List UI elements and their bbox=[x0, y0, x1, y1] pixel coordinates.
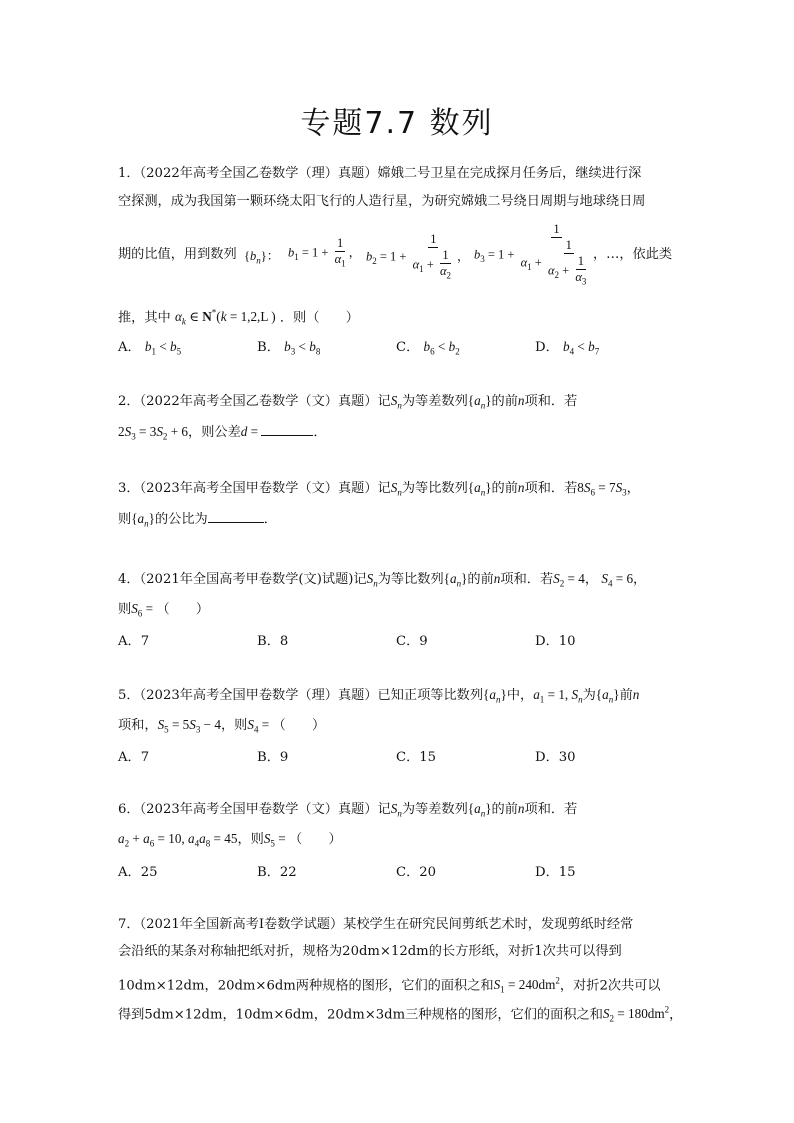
q7-S2: $S_2 = 180dm^2$ bbox=[602, 1005, 670, 1025]
q6-an: $\{a_n\}$ bbox=[467, 801, 492, 819]
q2-line2-c: ． bbox=[313, 425, 327, 440]
q1-condition: $\alpha_k$ ∈ N*(k = 1,2,L ) bbox=[174, 308, 276, 328]
q2-n: n bbox=[517, 393, 525, 408]
q6-line1-b: 为等差数列 bbox=[401, 802, 468, 817]
q5-n: n bbox=[632, 687, 640, 702]
q7-line3 bbox=[118, 972, 661, 999]
q3-line1-a: 3．（2023年高考全国甲卷数学（文）真题）记 bbox=[118, 481, 391, 496]
q1-option-b-expr: $b_3 < b_8$ bbox=[284, 339, 321, 357]
q4-line2-b: （ ） bbox=[156, 602, 210, 617]
q2-equation: $2S_3 = 3S_2 + 6$ bbox=[118, 424, 189, 442]
page-title: 专题7.7 数列 bbox=[300, 106, 494, 141]
q4-an: $\{a_n\}$ bbox=[443, 571, 468, 589]
q1-formula-b3: $b_3 = 1$ + 1 $\alpha_1$ + 1 $\alpha_2$ + $\frac{1}{\alpha_3}$ bbox=[474, 222, 587, 287]
q1-line4-end: ．则（ ） bbox=[279, 310, 359, 326]
q1-line4 bbox=[118, 304, 359, 331]
q1-option-d-label: D． bbox=[535, 340, 559, 355]
q6-line2-c: （ ） bbox=[288, 832, 342, 847]
q5-line2-b: ，则 bbox=[221, 718, 248, 733]
q6-line2 bbox=[118, 830, 342, 853]
q5-S4: $S_4$ = bbox=[247, 717, 273, 735]
q1-option-b[interactable] bbox=[257, 336, 320, 357]
q3-line1-d: 项和．若 bbox=[524, 481, 578, 496]
q1-sequence-b: $\{b_n\}$： bbox=[244, 249, 280, 266]
q5-line1-a: 5．（2023年高考全国甲卷数学（理）真题）已知正项等比数列 bbox=[118, 688, 484, 703]
q1-line4-text: 推，其中 bbox=[118, 310, 171, 326]
q1-option-d[interactable] bbox=[535, 336, 599, 357]
q6-line1-a: 6．（2023年高考全国甲卷数学（文）真题）记 bbox=[118, 802, 391, 817]
q4-line1-d: 项和．若 bbox=[500, 572, 554, 587]
q3-line2-b: 的公比为 bbox=[154, 512, 208, 527]
q7-line4-b: ， bbox=[669, 1007, 683, 1023]
q1-line3-suffix: ，…，依此类 bbox=[593, 247, 673, 262]
q6-line2-b: ，则 bbox=[237, 832, 264, 847]
q7-line2: 会沿纸的某条对称轴把纸对折，规格为20dm×12dm的长方形纸，对折1次共可以得到 bbox=[118, 944, 622, 959]
q6-Sn: $S_n$ bbox=[390, 801, 402, 819]
q1-option-b-label: B． bbox=[257, 340, 280, 355]
q7-line3-b: ，对折2次共可以 bbox=[559, 978, 661, 994]
q5-option-a[interactable]: A．7 bbox=[118, 750, 150, 765]
q5-line1-c: 为 bbox=[582, 688, 596, 703]
q5-line2-c: （ ） bbox=[272, 718, 326, 733]
q3-an-2: $\{a_n\}$ bbox=[131, 511, 155, 529]
q6-S5: $S_5$ = bbox=[263, 831, 289, 849]
q1-line1: 1．（2022年高考全国乙卷数学（理）真题）嫦娥二号卫星在完成探月任务后，继续进行深 bbox=[118, 166, 642, 181]
q5-option-c[interactable]: C．15 bbox=[396, 750, 437, 765]
q7-line4 bbox=[118, 1001, 682, 1028]
q3-equation: $8S_6 = 7S_3$， bbox=[577, 480, 640, 498]
q2-d: d = bbox=[240, 424, 262, 439]
q1-formula-b1: $b_1 = 1$ + $\frac{1}{\alpha_1}$ ， bbox=[288, 236, 362, 269]
q3-n: n bbox=[517, 480, 525, 495]
q2-line2-b: ，则公差 bbox=[188, 425, 241, 440]
q2-answer-blank[interactable] bbox=[261, 423, 313, 436]
q5-line2 bbox=[118, 716, 325, 739]
q4-Sn: $S_n$ bbox=[366, 571, 378, 589]
q2-line1-c: 的前 bbox=[491, 394, 518, 409]
q3-an: $\{a_n\}$ bbox=[467, 480, 492, 498]
q3-line2-a: 则 bbox=[118, 512, 132, 527]
q6-line1-c: 的前 bbox=[491, 802, 518, 817]
q4-option-a[interactable]: A．7 bbox=[118, 634, 150, 649]
q3-line2-c: ． bbox=[263, 512, 277, 527]
q4-S6: $S_6$ = bbox=[131, 601, 157, 619]
q6-option-d[interactable]: D．15 bbox=[535, 865, 576, 880]
q1-line3-prefix: 期的比值，用到数列 bbox=[118, 247, 237, 262]
q5-option-d[interactable]: D．30 bbox=[535, 750, 576, 765]
q2-line1-a: 2．（2022年高考全国乙卷数学（文）真题）记 bbox=[118, 394, 391, 409]
q3-line2 bbox=[118, 510, 277, 533]
q2-line1-d: 项和．若 bbox=[524, 394, 578, 409]
q6-line1 bbox=[118, 800, 577, 823]
q1-option-d-expr: $b_4 < b_7$ bbox=[562, 339, 600, 357]
q5-line1-d: 前 bbox=[619, 688, 633, 703]
q7-line4-a: 得到5dm×12dm，10dm×6dm，20dm×3dm三种规格的图形，它们的面积之和 bbox=[118, 1007, 603, 1023]
q3-line1 bbox=[118, 479, 640, 502]
q5-a1: $a_1 = 1$, $S_n$ bbox=[533, 687, 583, 705]
q1-option-a[interactable] bbox=[118, 336, 181, 357]
q4-line2 bbox=[118, 600, 209, 623]
q1-option-a-expr: $b_1 < b_5$ bbox=[144, 339, 182, 357]
q5-option-b[interactable]: B．9 bbox=[257, 750, 289, 765]
q6-line1-d: 项和．若 bbox=[524, 802, 578, 817]
q4-option-b[interactable]: B．8 bbox=[257, 634, 289, 649]
q7-S1: $S_1 = 240dm^2$ bbox=[493, 976, 560, 996]
q5-equation: $S_5 = 5S_3 - 4$ bbox=[157, 717, 221, 735]
q1-option-a-label: A． bbox=[118, 340, 141, 355]
q2-an: $\{a_n\}$ bbox=[467, 393, 492, 411]
q7-line1: 7．（2021年全国新高考Ⅰ卷数学试题）某校学生在研究民间剪纸艺术时，发现剪纸时经常 bbox=[118, 917, 634, 932]
q4-line1-b: 为等比数列 bbox=[377, 572, 444, 587]
q3-Sn: $S_n$ bbox=[390, 480, 402, 498]
q1-option-c[interactable] bbox=[396, 336, 460, 357]
q2-Sn: $S_n$ bbox=[390, 393, 402, 411]
q1-line2: 空探测，成为我国第一颗环绕太阳飞行的人造行星，为研究嫦娥二号绕日周期与地球绕日周 bbox=[118, 194, 646, 209]
q3-answer-blank[interactable] bbox=[208, 510, 264, 523]
q5-line2-a: 项和， bbox=[118, 718, 158, 733]
q5-line1-b: 中， bbox=[506, 688, 534, 703]
q1-option-c-expr: $b_6 < b_2$ bbox=[423, 339, 460, 357]
q6-n: n bbox=[517, 801, 525, 816]
q4-condition: $S_2 = 4$， $S_4 = 6$， bbox=[553, 571, 647, 589]
q6-option-c[interactable]: C．20 bbox=[396, 865, 437, 880]
q6-option-b[interactable]: B．22 bbox=[257, 865, 297, 880]
q3-line1-b: 为等比数列 bbox=[401, 481, 468, 496]
q2-line1-b: 为等差数列 bbox=[401, 394, 468, 409]
q4-line1 bbox=[118, 570, 646, 593]
q5-an-2: $\{a_n\}$ bbox=[595, 687, 620, 705]
q5-an: $\{a_n\}$ bbox=[483, 687, 507, 705]
q1-formula-b2: $b_2 = 1$ + 1 $\alpha_1$ + $\frac{1}{\alpha_2}$ ， bbox=[366, 232, 470, 281]
q6-equation: $a_2 + a_6 = 10$, $a_4a_8 = 45$ bbox=[118, 831, 238, 849]
q4-n: n bbox=[493, 571, 501, 586]
q6-option-a[interactable]: A．25 bbox=[118, 865, 158, 880]
q4-line2-a: 则 bbox=[118, 602, 132, 617]
q4-line1-a: 4．（2021年全国高考甲卷数学(文)试题)记 bbox=[118, 572, 367, 587]
q5-line1 bbox=[118, 686, 639, 709]
q4-option-c[interactable]: C．9 bbox=[396, 634, 428, 649]
q4-option-d[interactable]: D．10 bbox=[535, 634, 576, 649]
q2-line2 bbox=[118, 423, 327, 446]
q4-line1-c: 的前 bbox=[467, 572, 494, 587]
q7-line3-a: 10dm×12dm，20dm×6dm两种规格的图形，它们的面积之和 bbox=[118, 978, 494, 994]
q1-option-c-label: C． bbox=[396, 340, 420, 355]
q2-line1 bbox=[118, 392, 577, 415]
q3-line1-c: 的前 bbox=[491, 481, 518, 496]
